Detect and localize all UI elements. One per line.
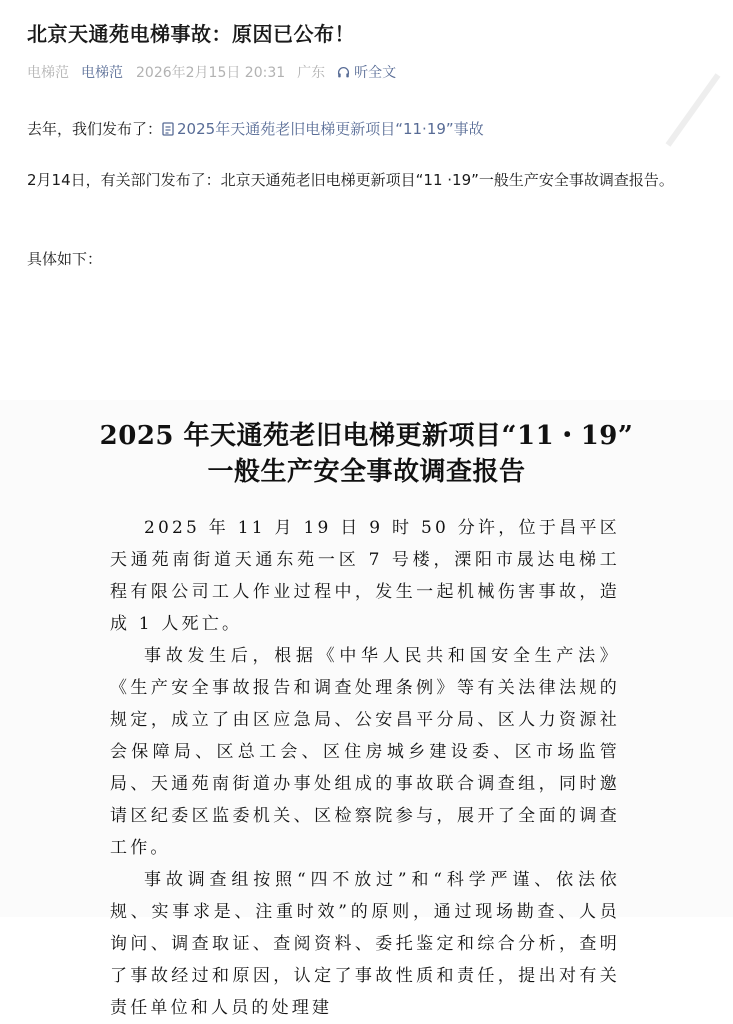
document-icon: [162, 122, 174, 136]
article-meta: [27, 62, 408, 82]
report-title-line-1: 2025 年天通苑老旧电梯更新项目“11・19”: [99, 421, 634, 451]
paragraph-intro: [27, 116, 717, 142]
author-name: 电梯范: [27, 65, 69, 81]
publish-location: 广东: [297, 65, 326, 81]
report-paragraph: 事故调查组按照“四不放过”和“科学严谨、依法依规、实事求是、注重时效”的原则，通过现场勘查、人员询问、调查取证、查阅资料、委托鉴定和综合分析，查明了事故经过和原因，认定了事故性质和责任，提出对有关责任单位和人员的处理建: [110, 870, 620, 1018]
paragraph-details-intro: 具体如下：: [27, 250, 103, 268]
publish-date: 2026年2月15日 20:31: [136, 65, 286, 81]
report-paragraph: 事故发生后，根据《中华人民共和国安全生产法》《生产安全事故报告和调查处理条例》等有关法律法规的规定，成立了由区应急局、公安昌平分局、区人力资源社会保障局、区总工会、区住房城乡建设委、区市场监管局、天通苑南街道办事处组成的事故联合调查组，同时邀请区纪委区监委机关、区检察院参与，展开了全面的调查工作。: [110, 646, 620, 858]
related-article-link[interactable]: [162, 120, 484, 138]
account-name-link[interactable]: 电梯范: [81, 65, 123, 81]
paragraph-announcement: 2月14日，有关部门发布了：北京天通苑老旧电梯更新项目“11 ·19”一般生产安全事故调查报告。: [27, 171, 674, 189]
article-title: 北京天通苑电梯事故：原因已公布！: [27, 22, 355, 46]
paragraph-intro-text: 去年，我们发布了：: [27, 120, 163, 138]
listen-full-label: 听全文: [354, 65, 397, 81]
listen-full-button[interactable]: [337, 62, 396, 82]
report-paragraph: 2025 年 11 月 19 日 9 时 50 分许，位于昌平区天通苑南街道天通东苑一区 7 号楼，溧阳市晟达电梯工程有限公司工人作业过程中，发生一起机械伤害事故，造成 1 人死亡。: [110, 518, 620, 634]
report-body: [110, 512, 620, 1024]
related-article-link-text: 2025年天通苑老旧电梯更新项目“11·19”事故: [177, 120, 484, 138]
headphones-icon: [337, 66, 350, 79]
report-document-image: [0, 400, 733, 1018]
report-title-line-2: 一般生产安全事故调查报告: [207, 457, 526, 487]
